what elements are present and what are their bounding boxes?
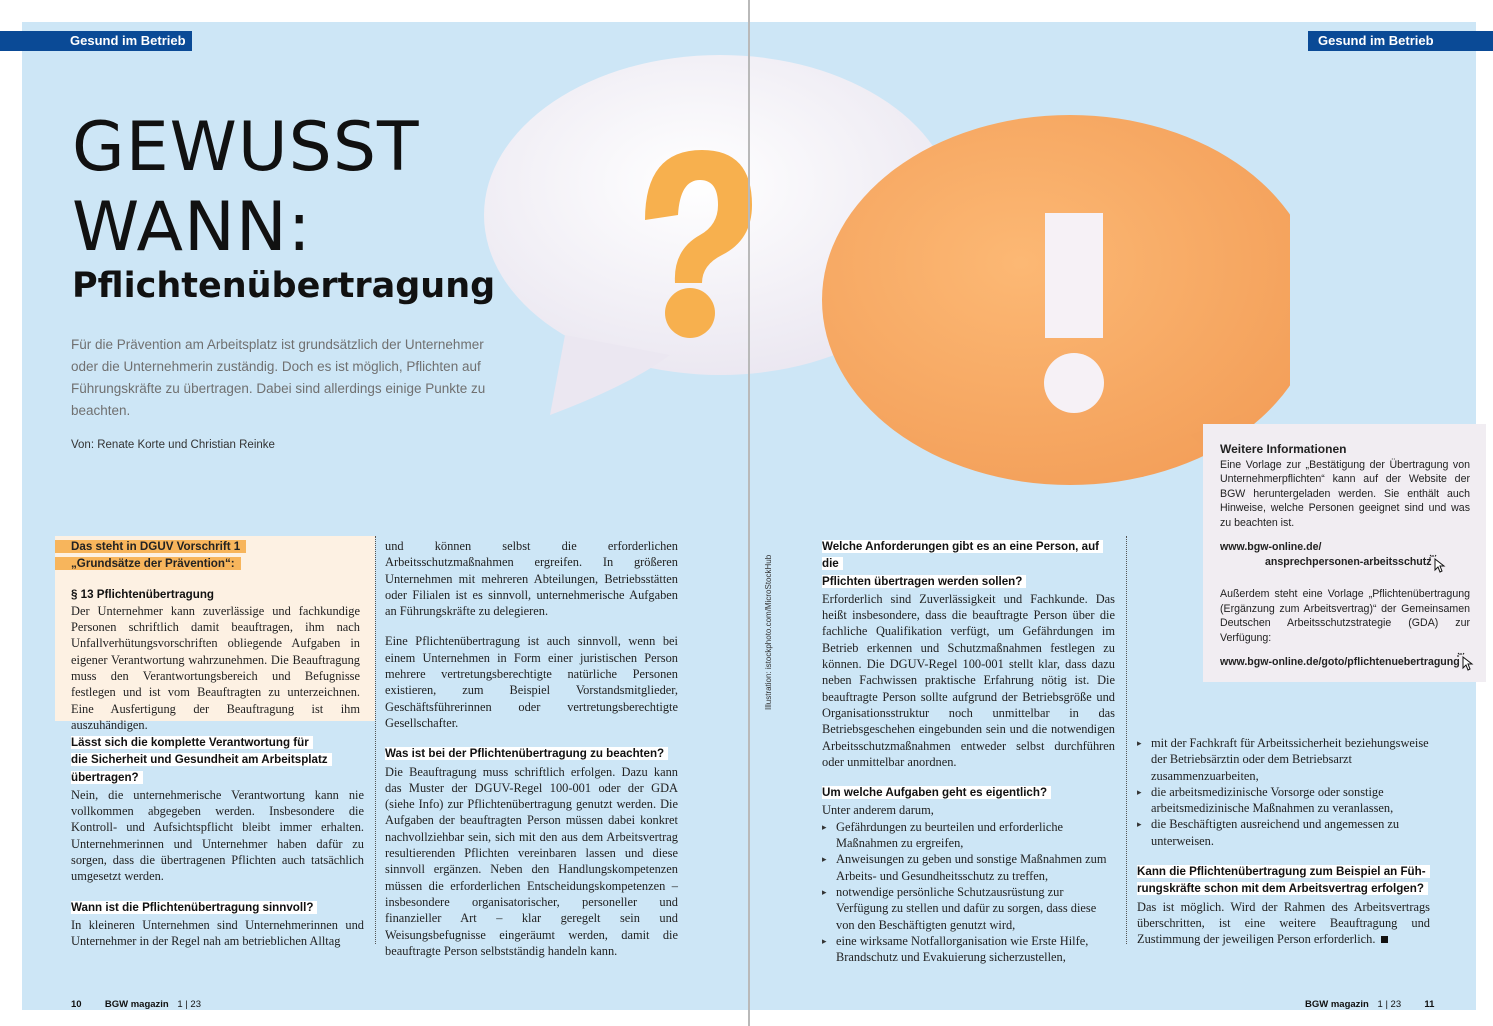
section-tag-left: Gesund im Betrieb xyxy=(0,31,192,51)
headline-line-2: WANN: xyxy=(72,188,312,267)
regulation-box-heading: Das steht in DGUV Vorschrift 1 „Grundsätze der Prävention“: xyxy=(55,538,375,573)
question-heading: Lässt sich die komplette Verantwortung für die Sicherheit und Gesundheit am Arbeitsplatz übertragen? xyxy=(71,734,364,786)
page-number: 11 xyxy=(1424,999,1435,1010)
column-3 xyxy=(822,538,1115,965)
end-mark-icon xyxy=(1381,936,1388,943)
speech-bubbles-illustration xyxy=(470,55,1290,525)
info-link-1[interactable]: www.bgw-online.de/ ansprechpersonen-arbeitsschutz xyxy=(1220,540,1470,569)
answer-text: Die Beauftragung muss schriftlich erfolgen. Dazu kann das Muster der DGUV-Regel 100-001 oder der GDA (siehe Info) zur Pflichtenübertragung genutzt werden. Die Aufgaben der beauftragten Person müssen dabei konkret nachvollziehbar sein, sich mit den aus dem Arbeitsvertrag resultierenden Pflichten vereinbaren lassen und diese sinnvoll ergänzen. Neben den Handlungskompetenzen müssen die erforderlichen Entscheidungskompetenzen – insbesondere organisatorischer, personeller und finanzieller Art – klar geregelt sein und Weisungsbefugnisse eingeräumt werden, damit die beauftragte Person selbstständig handeln kann. xyxy=(385,764,678,958)
list-item: ▸ die Beschäftigten ausreichend und angemessen zu unterweisen. xyxy=(1137,816,1430,849)
list-item: ▸ die arbeitsmedizinische Vorsorge oder sonstige arbeitsmedizinische Maßnahmen zu veranlassen, xyxy=(1137,784,1430,817)
answer-text: Nein, die unternehmerische Verantwortung kann nie vollkommen abgegeben werden. Insbesondere die Kontroll- und Aufsichtspflicht bleibt immer erhalten. Unternehmerinnen und Unternehmer haben dafür zu sorgen, dass die übertragenen Pflichten auch tatsächlich umgesetzt werden. xyxy=(71,787,364,884)
page-number: 10 xyxy=(71,999,82,1010)
question-heading: Um welche Aufgaben geht es eigentlich? xyxy=(822,784,1115,801)
info-link-2[interactable]: www.bgw-online.de/goto/pflichtenuebertragung xyxy=(1220,655,1470,670)
answer-text: Erforderlich sind Zuverlässigkeit und Fachkunde. Das heißt insbesondere, dass die beauftragte Person über die fachliche Qualifikation verfügt, um Gefährdungen im Betrieb erkennen und Schutzmaßnahmen festlegen zu können. Die DGUV-Regel 100-001 stellt klar, dass dazu neben Fachwissen praktische Erfahrung nötig ist. Die beauftragte Person sollte aufgrund der Betriebsgröße und Organisationsstruktur noch unmittelbar in das Betriebsgeschehen eingebunden sein und die notwendigen Arbeitsschutzmaßnahmen entweder selbst durchführen oder unmittelbar anordnen. xyxy=(822,591,1115,769)
section-tag-right: Gesund im Betrieb xyxy=(1308,31,1493,51)
column-divider xyxy=(375,536,376,944)
column-2 xyxy=(385,538,678,959)
task-list-continued xyxy=(1137,735,1430,849)
task-list xyxy=(822,819,1115,966)
click-cursor-icon xyxy=(1428,553,1448,573)
click-cursor-icon xyxy=(1456,651,1476,671)
answer-text: Das ist möglich. Wird der Rahmen des Arbeitsvertrags überschritten, ist eine weitere Beauftragung und Zustimmung der jeweiligen Person erforderlich. xyxy=(1137,899,1430,947)
list-item: ▸ mit der Fachkraft für Arbeitssicherheit beziehungsweise der Betriebsärztin oder dem Betriebsarzt zusammenzuarbeiten, xyxy=(1137,735,1430,784)
byline: Von: Renate Korte und Christian Reinke xyxy=(71,439,275,451)
column-4 xyxy=(1137,735,1430,948)
regulation-paragraph-heading: § 13 Pflichtenübertragung xyxy=(71,587,215,601)
magazine-name: BGW magazin xyxy=(104,999,169,1010)
exclamation-mark-icon xyxy=(1044,213,1104,413)
body-paragraph: Eine Pflichtenübertragung ist auch sinnvoll, wenn bei einem Unternehmen in Form einer juristischen Person mehrere vertretungsberechtigte natürliche Personen existieren, zum Beispiel Vorstandsmitglieder, Geschäftsführerinnen oder vertretungsberechtigte Gesellschafter. xyxy=(385,634,678,730)
question-heading: Kann die Pflichtenübertragung zum Beispiel an Füh- rungskräfte schon mit dem Arbeitsvertrag erfolgen? xyxy=(1137,863,1430,898)
info-title: Weitere Informationen xyxy=(1220,442,1347,456)
intro-text: Für die Prävention am Arbeitsplatz ist grundsätzlich der Unternehmer oder die Unternehmerin zuständig. Doch es ist möglich, Pflichten auf Führungskräfte zu übertragen. Dabei sind allerdings einige Punkte zu beachten. xyxy=(71,337,486,418)
page-fold xyxy=(748,0,750,1026)
footer-right xyxy=(1305,999,1434,1010)
magazine-name: BGW magazin xyxy=(1305,999,1369,1010)
info-text: Eine Vorlage zur „Bestätigung der Übertragung von Unternehmerpflichten“ kann auf der Website der BGW heruntergeladen werden. Sie enthält auch Hinweise, welche Personen geeignet sind und was zu beachten ist. xyxy=(1220,458,1470,529)
list-item: ▸ Anweisungen zu geben und sonstige Maßnahmen zum Arbeits- und Gesundheitsschutz zu treffen, xyxy=(822,851,1115,884)
issue-number: 1 | 23 xyxy=(1377,999,1402,1010)
headline-subtitle: Pflichtenübertragung xyxy=(72,266,496,306)
list-item: ▸ Gefährdungen zu beurteilen und erforderliche Maßnahmen zu ergreifen, xyxy=(822,819,1115,852)
answer-intro: Unter anderem darum, xyxy=(822,803,934,818)
question-heading: Wann ist die Pflichtenübertragung sinnvoll? xyxy=(71,899,364,916)
info-box xyxy=(1203,424,1486,682)
headline-line-1: GEWUSST xyxy=(72,108,420,187)
body-paragraph: und können selbst die erforderlichen Arbeitsschutzmaßnahmen ergreifen. In größeren Unternehmen mit mehreren Abteilungen, Betriebsstätten oder Filialen ist es sinnvoll, unternehmerische Aufgaben an Führungskräfte zu delegieren. xyxy=(385,539,678,619)
column-divider xyxy=(1126,536,1127,944)
question-heading: Was ist bei der Pflichtenübertragung zu beachten? xyxy=(385,745,678,762)
info-text: Außerdem steht eine Vorlage „Pflichtenübertragung (Ergänzung zum Arbeitsvertrag)“ der Gemeinsamen Deutschen Arbeitsschutzstrategie (GDA) zur Verfügung: xyxy=(1220,588,1470,644)
answer-text: In kleineren Unternehmen sind Unternehmerinnen und Unternehmer in der Regel nah am betrieblichen Alltag xyxy=(71,917,364,949)
column-1-body xyxy=(71,734,364,950)
list-item: ▸ notwendige persönliche Schutzausrüstung zur Verfügung zu stellen und dafür zu sorgen, dass diese von den Beschäftigten genutzt wird, xyxy=(822,884,1115,933)
column-1 xyxy=(55,538,375,733)
photo-credit: Illustration: istockphoto.com/MicroStockHub xyxy=(764,554,773,710)
regulation-paragraph-text: Der Unternehmer kann zuverlässige und fachkundige Personen schriftlich damit beauftragen, ihm nach Unfallverhütungsvorschriften obliegende Aufgaben in eigener Verantwortung wahrzunehmen. Die Beauftragung muss den Verantwortungsbereich und Befugnisse festlegen und ist vom Beauftragten zu unterzeichnen. Eine Ausfertigung der Beauftragung ist ihm auszuhändigen. xyxy=(71,603,360,732)
list-item: ▸ eine wirksame Notfallorganisation wie Erste Hilfe, Brandschutz und Evakuierung sicherzustellen, xyxy=(822,933,1115,966)
footer-left xyxy=(71,999,201,1010)
issue-number: 1 | 23 xyxy=(177,999,201,1010)
question-heading: Welche Anforderungen gibt es an eine Person, auf die Pflichten übertragen werden sollen? xyxy=(822,538,1115,590)
